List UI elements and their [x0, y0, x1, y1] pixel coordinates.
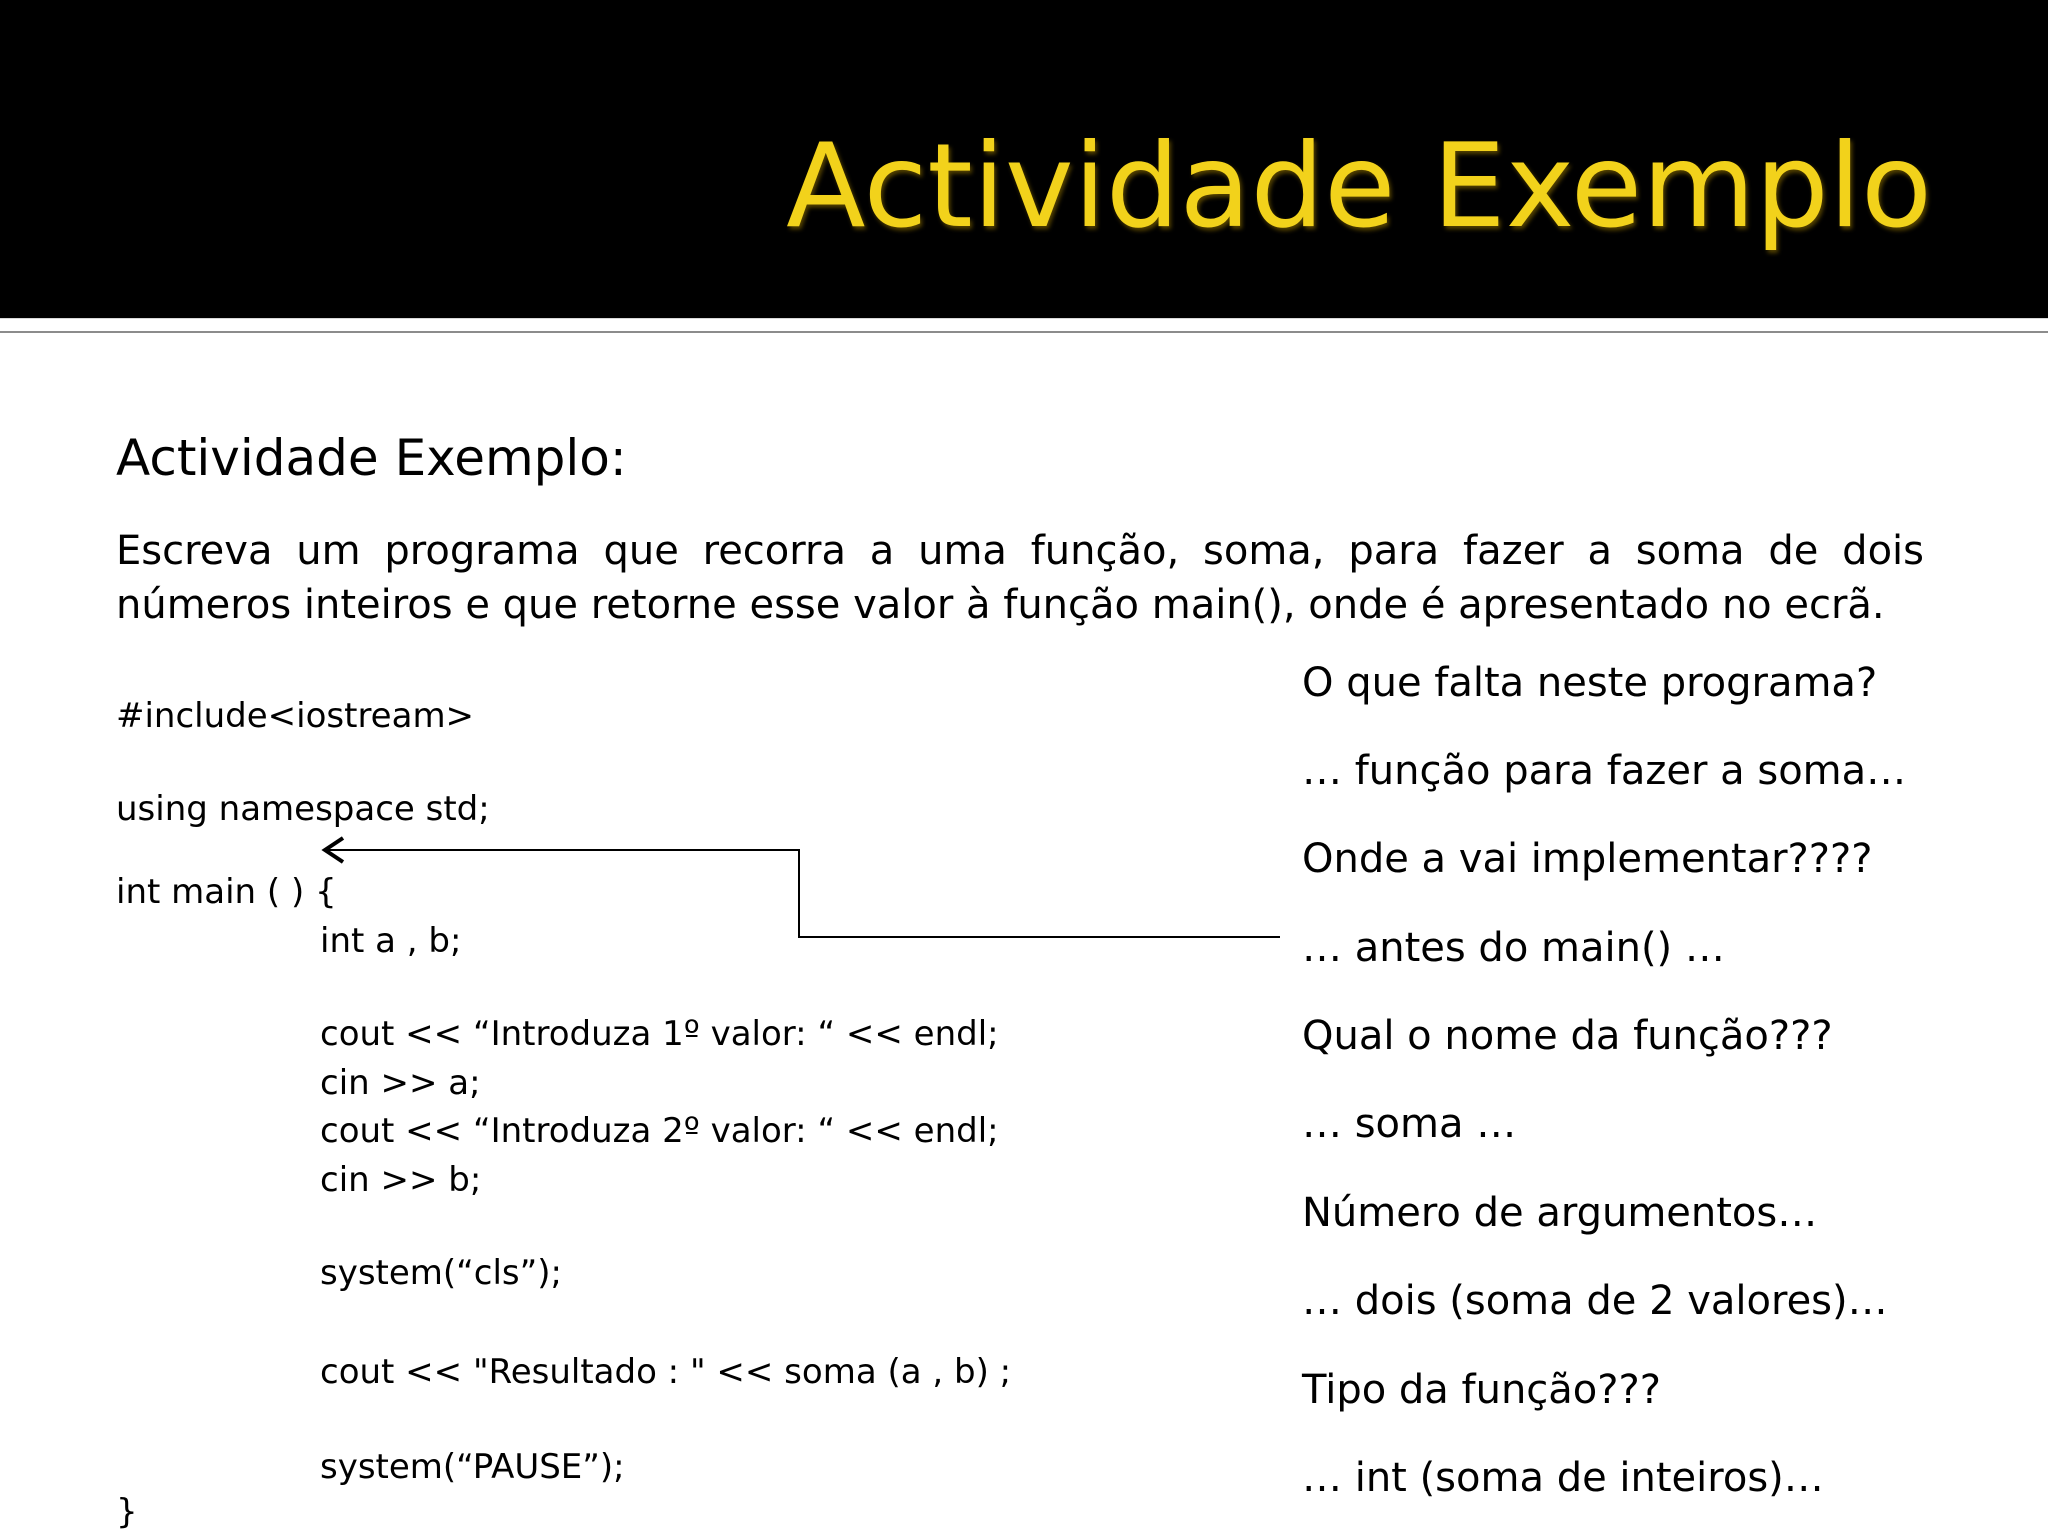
answer-name: … soma … [1302, 1101, 1517, 1147]
code-line-include: #include<iostream> [116, 696, 475, 736]
code-line-namespace: using namespace std; [116, 789, 490, 829]
code-line-cin-a: cin >> a; [320, 1063, 481, 1103]
code-line-result: cout << "Resultado : " << soma (a , b) ; [320, 1352, 1012, 1392]
question-where: Onde a vai implementar???? [1302, 836, 1873, 882]
code-line-cout-2: cout << “Introduza 2º valor: “ << endl; [320, 1111, 999, 1151]
answer-type: … int (soma de inteiros)… [1302, 1455, 1824, 1501]
question-arguments: Número de argumentos… [1302, 1190, 1818, 1236]
exercise-prompt: Escreva um programa que recorra a uma função, soma, para fazer a soma de dois números inteiros e que retorne esse valor à função main(), onde é apresentado no ecrã. [116, 528, 1924, 628]
question-missing: O que falta neste programa? [1302, 660, 1878, 706]
code-line-declare: int a , b; [320, 921, 462, 961]
answer-where: … antes do main() … [1302, 925, 1725, 971]
code-line-cls: system(“cls”); [320, 1253, 562, 1293]
question-type: Tipo da função??? [1302, 1367, 1661, 1413]
slide-title: Actividade Exemplo [786, 119, 1932, 254]
section-heading: Actividade Exemplo: [116, 429, 627, 487]
answer-missing: … função para fazer a soma… [1302, 748, 1907, 794]
code-line-cout-1: cout << “Introduza 1º valor: “ << endl; [320, 1014, 999, 1054]
code-line-close-brace: } [116, 1492, 138, 1532]
question-name: Qual o nome da função??? [1302, 1013, 1833, 1059]
code-line-cin-b: cin >> b; [320, 1160, 482, 1200]
code-line-main: int main ( ) { [116, 872, 337, 912]
answer-arguments: … dois (soma de 2 valores)… [1302, 1278, 1888, 1324]
code-line-pause: system(“PAUSE”); [320, 1447, 625, 1487]
